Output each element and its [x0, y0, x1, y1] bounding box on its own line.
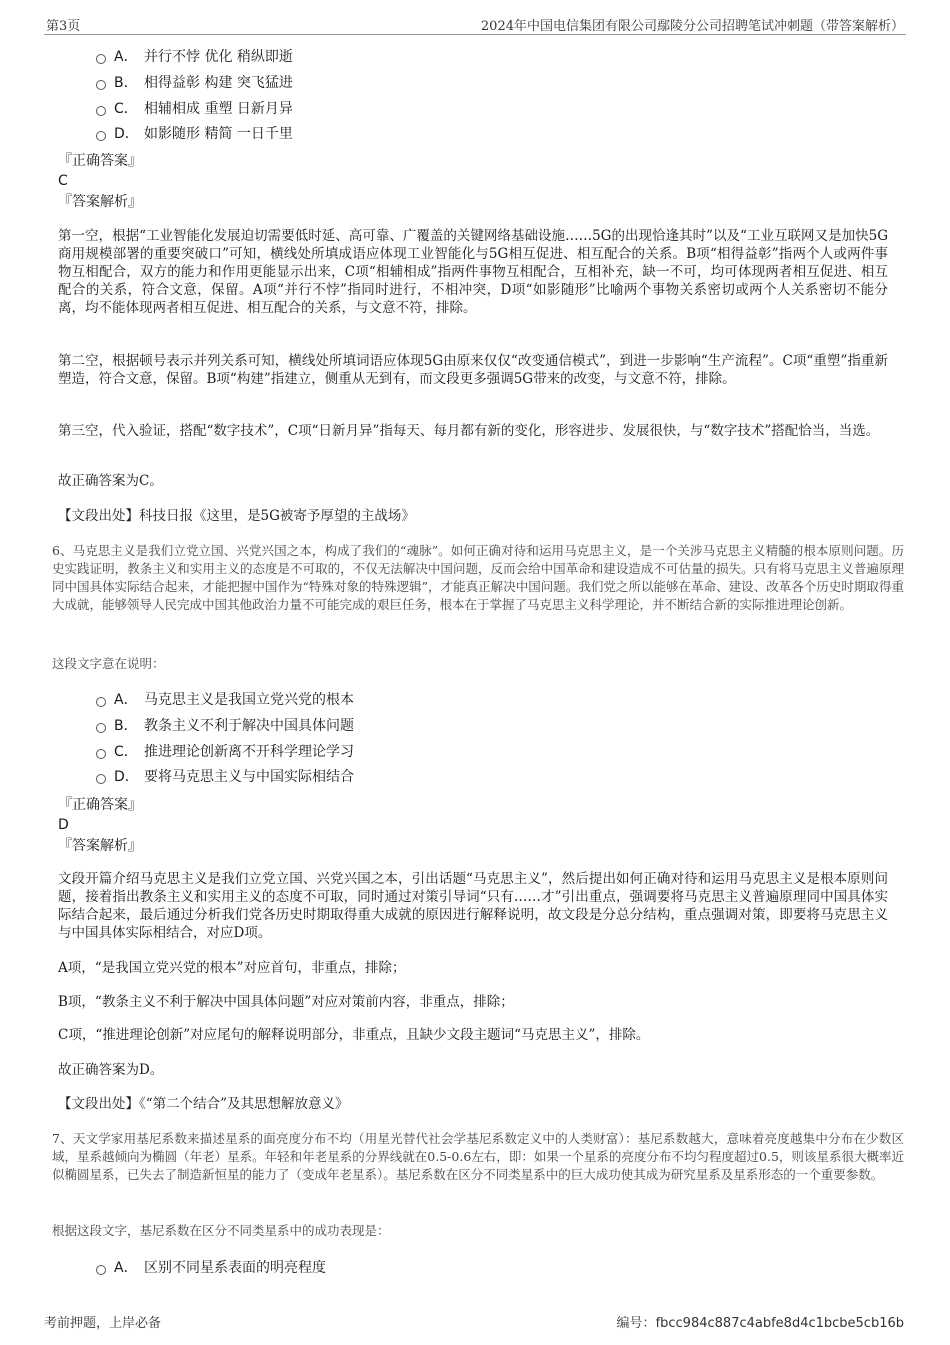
- radio-icon[interactable]: [96, 1265, 106, 1275]
- q5-option-a[interactable]: A． 并行不悖 优化 稍纵即逝: [96, 47, 293, 67]
- q6-analysis-p4: C项，“推进理论创新”对应尾句的解释说明部分，非重点，且缺少文段主题词“马克思主义”，排除。: [58, 1027, 650, 1043]
- page-number: 第3页: [46, 19, 81, 34]
- radio-icon[interactable]: [96, 774, 106, 784]
- q6-answer: D: [58, 817, 69, 833]
- q6-source: 【文段出处】《“第二个结合”及其思想解放意义》: [58, 1096, 349, 1112]
- q5-option-b[interactable]: B． 相得益彰 构建 突飞猛进: [96, 73, 293, 93]
- q5-answer: C: [58, 173, 68, 189]
- radio-icon[interactable]: [96, 131, 106, 141]
- q6-option-b[interactable]: B． 教条主义不利于解决中国具体问题: [96, 716, 354, 736]
- q6-stem: 6、马克思主义是我们立党立国、兴党兴国之本，构成了我们的“魂脉”。如何正确对待和运用马克思主义，是一个关涉马克思主义精髓的根本原则问题。历史实践证明，教条主义和实用主义的态度是不可取的，不仅无法解决中国问题，反而会给中国革命和建设造成不可估量的损失。只有将马克思主义普遍原理同中国具体实际结合起来，才能把握中国作为“特殊对象的特殊逻辑”，才能真正解决中国问题。我们党之所以能够在革命、建设、改革各个历史时期取得重大成就，能够领导人民完成中国其他政治力量不可能完成的艰巨任务，根本在于掌握了马克思主义科学理论，并不断结合新的实际推进理论创新。: [52, 543, 904, 612]
- q6-analysis-label: 『答案解析』: [58, 838, 142, 854]
- q6-analysis-p5: 故正确答案为D。: [58, 1062, 164, 1078]
- q5-analysis-label: 『答案解析』: [58, 194, 142, 210]
- footer-slogan: 考前押题，上岸必备: [44, 1316, 162, 1331]
- radio-icon[interactable]: [96, 54, 106, 64]
- q5-option-c[interactable]: C． 相辅相成 重塑 日新月异: [96, 99, 293, 119]
- radio-icon[interactable]: [96, 723, 106, 733]
- q6-option-d[interactable]: D． 要将马克思主义与中国实际相结合: [96, 767, 354, 787]
- q7-stem: 7、天文学家用基尼系数来描述星系的面亮度分布不均（用星光替代社会学基尼系数定义中的人类财富）：基尼系数越大，意味着亮度越集中分布在少数区域，星系越倾向为椭圆（年老）星系。年轻和年老星系的分界线就在0.5-0.6左右，即：如果一个星系的亮度分布不均匀程度超过0.5，则该星系很大概率近似椭圆星系，已失去了制造新恒星的能力了（变成年老星系）。基尼系数在区分不同类星系中的巨大成功使其成为研究星系及星系形态的一个重要参数。: [52, 1131, 904, 1182]
- radio-icon[interactable]: [96, 749, 106, 759]
- q6-prompt: 这段文字意在说明：: [52, 656, 165, 671]
- q6-option-c[interactable]: C． 推进理论创新离不开科学理论学习: [96, 742, 354, 762]
- q5-answer-label: 『正确答案』: [58, 153, 142, 169]
- q7-option-a[interactable]: A． 区别不同星系表面的明亮程度: [96, 1258, 326, 1278]
- q5-analysis-p4: 故正确答案为C。: [58, 473, 163, 489]
- q5-option-d[interactable]: D． 如影随形 精简 一日千里: [96, 124, 293, 144]
- q7-prompt: 根据这段文字，基尼系数在区分不同类星系中的成功表现是：: [52, 1223, 390, 1238]
- page-header: [44, 12, 906, 35]
- q5-analysis-p3: 第三空，代入验证，搭配“数字技术”，C项“日新月异”指每天、每月都有新的变化，形容进步、发展很快，与“数字技术”搭配恰当，当选。: [58, 423, 880, 439]
- document-id: 编号：fbcc984c887c4abfe8d4c1bcbe5cb16b: [616, 1316, 904, 1331]
- q6-answer-label: 『正确答案』: [58, 797, 142, 813]
- q6-option-a[interactable]: A． 马克思主义是我国立党兴党的根本: [96, 690, 354, 710]
- q5-source: 【文段出处】科技日报《这里，是5G被寄予厚望的主战场》: [58, 508, 415, 524]
- q6-analysis-p1: 文段开篇介绍马克思主义是我们立党立国、兴党兴国之本，引出话题“马克思主义”，然后提出如何正确对待和运用马克思主义是根本原则问题，接着指出教条主义和实用主义的态度不可取，同时通过对策引导词“只有……才”引出重点，强调要将马克思主义普遍原理同中国具体实际结合起来，最后通过分析我们党各历史时期取得重大成就的原因进行解释说明，故文段是分总分结构，重点强调对策，即要将马克思主义与中国具体实际相结合，对应D项。: [58, 871, 888, 941]
- q5-analysis-p2: 第二空，根据顿号表示并列关系可知，横线处所填词语应体现5G由原来仅仅“改变通信模式”，到进一步影响“生产流程”。C项“重塑”指重新塑造，符合文意，保留。B项“构建”指建立，侧重从无到有，而文段更多强调5G带来的改变，与文意不符，排除。: [58, 353, 888, 387]
- q6-analysis-p2: A项，“是我国立党兴党的根本”对应首句，非重点，排除；: [58, 960, 406, 976]
- radio-icon[interactable]: [96, 80, 106, 90]
- radio-icon[interactable]: [96, 106, 106, 116]
- document-title: 2024年中国电信集团有限公司鄢陵分公司招聘笔试冲刺题（带答案解析）: [480, 19, 904, 34]
- radio-icon[interactable]: [96, 697, 106, 707]
- q6-analysis-p3: B项，“教条主义不利于解决中国具体问题”对应对策前内容，非重点，排除；: [58, 994, 514, 1010]
- q5-analysis-p1: 第一空，根据“工业智能化发展迫切需要低时延、高可靠、广覆盖的关键网络基础设施……5G的出现恰逢其时”以及“工业互联网又是加快5G商用规模部署的重要突破口”可知，横线处所填成语应体现工业智能化与5G相互促进、相互配合的关系。B项“相得益彰”指两个人或两件事物互相配合，双方的能力和作用更能显示出来，C项“相辅相成”指两件事物互相配合，互相补充，缺一不可，均可体现两者相互促进、相互配合的关系，符合文意，保留。A项“并行不悖”指同时进行，不相冲突，D项“如影随形”比喻两个事物关系密切或两个人关系密切不能分离，均不能体现两者相互促进、相互配合的关系，与文意不符，排除。: [58, 228, 888, 316]
